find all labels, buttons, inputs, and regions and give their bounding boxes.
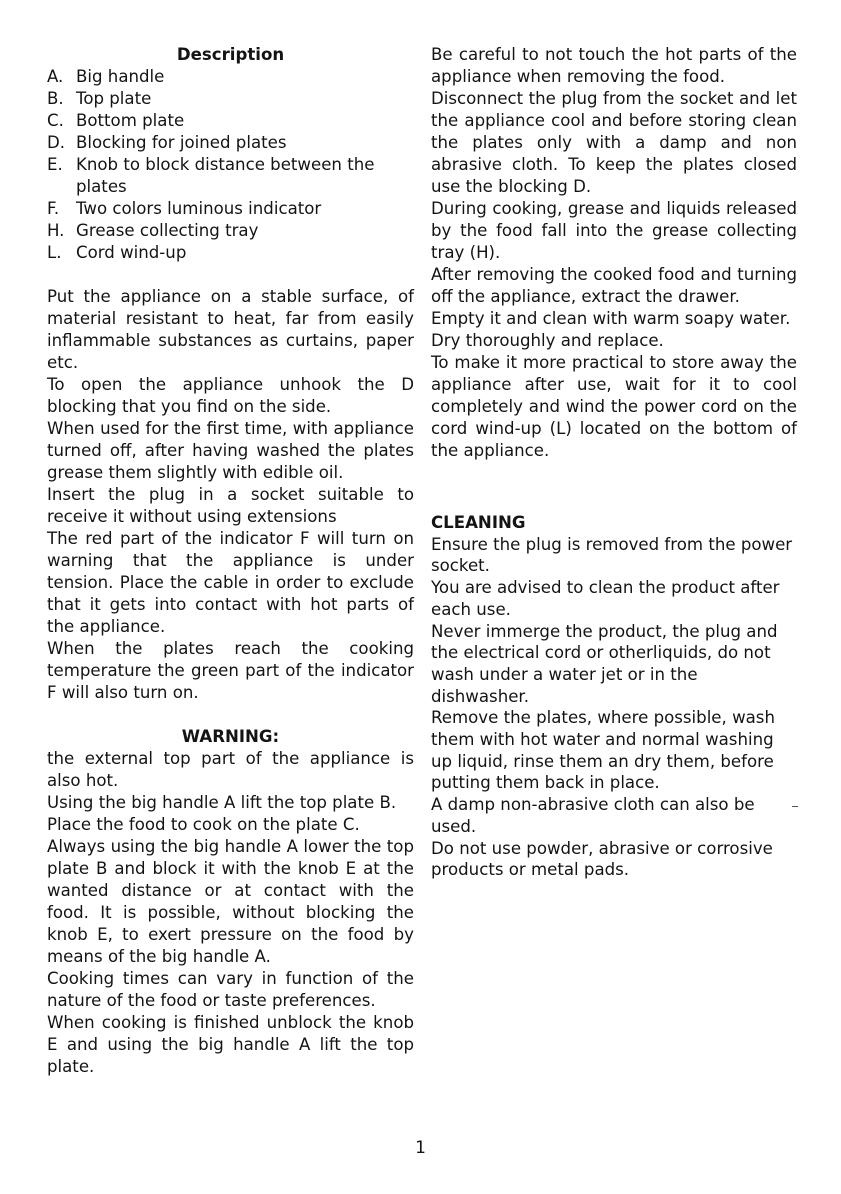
list-letter: E.	[47, 155, 63, 174]
paragraph: A damp non-abrasive cloth can also be used.	[431, 795, 755, 836]
list-letter: D.	[47, 133, 66, 152]
list-letter: L.	[47, 243, 62, 262]
list-item	[47, 198, 414, 220]
paragraph: The red part of the indicator F will turn on warning that the appliance is under tension. Place the cable in order to exclude that it gets into contact with hot parts of the appliance.	[47, 529, 414, 636]
paragraph: After removing the cooked food and turning off the appliance, extract the drawer.	[431, 265, 797, 306]
right-column	[431, 44, 797, 462]
paragraph: You are advised to clean the product after each use.	[431, 578, 780, 619]
list-letter: A.	[47, 67, 64, 86]
list-letter: H.	[47, 221, 65, 240]
paragraph: Remove the plates, where possible, wash them with hot water and normal washing up liquid, rinse them an dry them, before putting them back in place.	[431, 708, 775, 793]
list-text: Grease collecting tray	[76, 221, 259, 240]
list-text: Two colors luminous indicator	[76, 199, 322, 218]
paragraph: Put the appliance on a stable surface, of material resistant to heat, far from easily inflammable substances as curtains, paper etc.	[47, 287, 414, 372]
parts-list	[47, 66, 414, 264]
paragraph: Cooking times can vary in function of the nature of the food or taste preferences.	[47, 969, 414, 1010]
page-number: 1	[415, 1138, 426, 1158]
description-heading: Description	[176, 45, 285, 64]
spacer	[47, 264, 414, 286]
spacer	[47, 704, 414, 726]
paragraph: Place the food to cook on the plate C.	[47, 815, 360, 834]
list-item	[47, 110, 414, 132]
paragraph: To make it more practical to store away the appliance after use, wait for it to cool completely and wind the power cord on the cord wind-up (L) located on the bottom of the appliance.	[431, 353, 797, 460]
paragraph: When cooking is finished unblock the knob E and using the big handle A lift the top plate.	[47, 1013, 414, 1076]
list-letter: C.	[47, 111, 64, 130]
paragraph: Empty it and clean with warm soapy water.	[431, 309, 791, 328]
warning-heading: WARNING:	[181, 727, 280, 746]
list-text: Cord wind-up	[76, 243, 187, 262]
list-item	[47, 88, 414, 110]
paragraph: Ensure the plug is removed from the power socket.	[431, 534, 793, 576]
cleaning-heading: CLEANING	[431, 513, 526, 532]
list-text: Top plate	[76, 89, 152, 108]
paragraph: When used for the first time, with appliance turned off, after having washed the plates grease them slightly with edible oil.	[47, 419, 414, 482]
left-column	[47, 44, 414, 1078]
paragraph: Using the big handle A lift the top plate B.	[47, 793, 397, 812]
list-item	[47, 132, 414, 154]
warning-section	[47, 748, 414, 1078]
paragraph: Never immerge the product, the plug and the electrical cord or otherliquids, do not wash under a water jet or in the dishwasher.	[431, 621, 778, 706]
list-item	[47, 242, 414, 264]
paragraph: Dry thoroughly and replace.	[431, 331, 664, 350]
list-text: Blocking for joined plates	[76, 133, 287, 152]
paragraph: Always using the big handle A lower the top plate B and block it with the knob E at the wanted distance or at contact with the food. It is possible, without blocking the knob E, to exert pressure on the food by means of the big handle A.	[47, 837, 414, 966]
instructions	[47, 286, 414, 704]
paragraph: Do not use powder, abrasive or corrosive products or metal pads.	[431, 838, 773, 880]
paragraph: Disconnect the plug from the socket and let the appliance cool and before storing clean the plates only with a damp and non abrasive cloth. To keep the plates closed use the blocking D.	[431, 89, 797, 196]
paragraph: Be careful to not touch the hot parts of the appliance when removing the food.	[431, 45, 797, 86]
paragraph: During cooking, grease and liquids released by the food fall into the grease collecting tray (H).	[431, 199, 797, 262]
cleaning-section	[431, 512, 797, 881]
paragraph: the external top part of the appliance is also hot.	[47, 749, 414, 790]
list-text: Bottom plate	[76, 111, 185, 130]
paragraph: Insert the plug in a socket suitable to receive it without using extensions	[47, 485, 414, 526]
list-item	[47, 154, 414, 198]
list-letter: B.	[47, 89, 64, 108]
list-text: Knob to block distance between the plates	[76, 155, 375, 196]
list-text: Big handle	[76, 67, 165, 86]
paragraph: When the plates reach the cooking temperature the green part of the indicator F will also turn on.	[47, 639, 414, 702]
list-item	[47, 220, 414, 242]
list-letter: F.	[47, 199, 60, 218]
margin-mark	[792, 806, 798, 807]
list-item	[47, 66, 414, 88]
paragraph: To open the appliance unhook the D blocking that you find on the side.	[47, 375, 414, 416]
